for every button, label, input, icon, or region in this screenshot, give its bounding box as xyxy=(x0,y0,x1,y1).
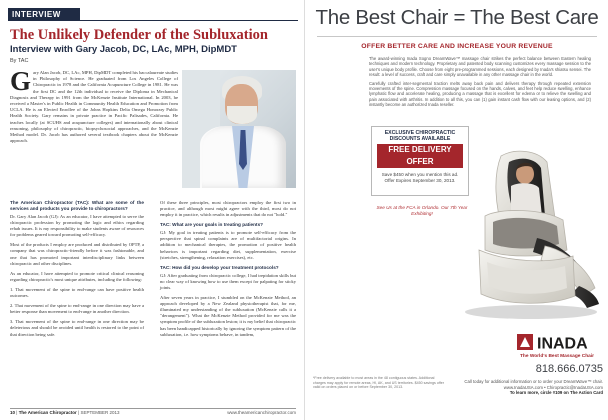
question: TAC: How did you develop your treatment protocols? xyxy=(160,264,279,270)
magazine-website[interactable]: www.theamericanchiropractor.com xyxy=(227,410,296,415)
paragraph: After seven years in practice, I stumbled on the McKenzie Method, an approach developed by a New Zealand physiotherapist that, for me, illuminated my understanding of the subluxation (McKenzie calls it a "derangement"). What the McKenzie Method provided for me was the symptom profile of the subluxation lesion; it is my belief that chiropractic has been handicapped historically by ignoring the symptom pattern of the subluxation, i.e. how symptoms behave, in tandem, xyxy=(160,295,296,337)
answer: GJ: After graduating from chiropractic college, I had trepidation skills but no clear way of knowing how to use them except for palpating for sticky joints. xyxy=(160,272,296,290)
question: The American Chiropractor (TAC): What are some of the services and products you provide to chiropractors? xyxy=(10,200,144,211)
paragraph: Most of the products I employ are produced and distributed by OPTP, a company that was chiropractic-friendly before it was fashionable, and one that has promoted important interdisciplinary links between chiropractic and other disciplines. xyxy=(10,242,144,266)
answer: GJ: My goal in treating patients is to promote self-efficacy from the perspective that spinal complaints are of multifactorial origins. In addition to mechanical therapies, the promotion of positive health behaviors is important regarding diet, supplementation, exercise (stretches, strengthening, relaxation exercises), etc. xyxy=(160,230,296,260)
list-item: 2. That movement of the spine to end-range in one direction may have a better response than movement to end-range in another direction. xyxy=(10,303,144,315)
intro-paragraph xyxy=(10,66,178,144)
paragraph: Of these three principles, most chiropractors employ the first two in practice, and although most might agree with the third, most do not employ it in practice, which results in adjustments that do not "hold." xyxy=(160,200,296,218)
ad-subtitle: OFFER BETTER CARE AND INCREASE YOUR REVENUE xyxy=(361,43,553,50)
intro-text: ary Alan Jacob, DC, LAc, MPH, DipMDT completed his baccalaureate studies in Philosophy of Science. He graduated from Los Angeles College of Chiropractic in 1978 and the California Acupuncture College in 1981. He was the first DC and the 12th individual to receive the Diploma in Mechanical Diagnosis and Therapy in 1991 from the McKenzie Institute International. In 2003, he received a Master's in Public Health in Community Health Education and Promotion from UCLA. He is an Elected Enrollee of the Johns Hopkins Delta Omega Honorary Public Health Society. Gary remains in private practice in Pacific Palisades, California. He teaches locally (at SCUHS and acupuncture colleges) and internationally about clinical reasoning, philosophy of chiropractic, biopsychosocial approaches, and the McKenzie Method model. Dr. Jacob has authored several textbook chapters about the McKenzie approach. xyxy=(10,70,178,144)
massage-chair-illustration xyxy=(445,146,605,320)
ad-body xyxy=(369,56,591,111)
article-column-2 xyxy=(160,200,296,342)
page-number: 10 xyxy=(10,410,16,415)
promo-banner: FREE DELIVERY OFFER xyxy=(377,144,463,168)
article-headline: The Unlikely Defender of the Subluxation xyxy=(10,27,268,43)
question: TAC: What are your goals in treating patients? xyxy=(160,222,264,228)
magazine-name: The American Chiropractor xyxy=(18,410,77,415)
section-rule xyxy=(80,20,298,21)
list-item: 1. That movement of the spine to end-range can have positive health outcomes. xyxy=(10,286,144,299)
chair-shadow xyxy=(465,305,597,319)
list-item: 3. That movement of the spine to end-range in one direction may be deleterious and should be avoided until health is restored to the point of that direction being safe. xyxy=(10,319,144,337)
chair-footrest xyxy=(571,286,599,308)
ad-paragraph: The award-winning Inada Sogno DreamWave™ massage chair strikes the perfect balance between Eastern healing techniques and modern technology. Proprietary and patented body scanning customizes every massage session to the user's unique body profile. Choose from eight pre-programmed sessions, each designed by Inada's shiatsu sensei. The result: a level of success, craft and care simply unavailable in any other massage chair in the world. xyxy=(369,56,591,78)
fine-print: *Free delivery available to most areas in the 48 contiguous states. Additional charges may apply for remote areas, HI, AK, and US territories. $450 savings offer valid on orders placed on or before September 30, 2013. xyxy=(313,376,444,390)
ad-paragraph: Carefully crafted inter-segmental traction melts away back pain and delivers therapy through repeated extension movements of the spine. Compression massage focused on the hands, calves, and feet help reduce swelling, enhance lymphatic flow and accelerate healing, producing a massage that is excellent for edema or to relieve the swelling and pain associated with arthritis. In addition to all this, you can (1) gain instant cash flow with our leasing options, and (2) instantly become an authorized Inada reseller. xyxy=(369,80,591,108)
article-byline: By TAC xyxy=(10,58,29,64)
contact-info xyxy=(455,379,603,396)
portrait-beard xyxy=(227,106,257,124)
paragraph: As an educator, I have attempted to promote critical clinical reasoning regarding chiropractic's most unique attributes, including the following: xyxy=(10,270,144,282)
issue-date: SEPTEMBER 2013 xyxy=(80,410,120,415)
brand-tagline: The World's Best Massage Chair xyxy=(519,354,595,359)
answer: Dr. Gary Alan Jacob (GJ): As an educator, I have attempted to serve the chiropractic profession by promoting the logic and ethics regarding rehab issues. It is my responsibility to make students aware of resources for problems geared toward promoting self-efficacy. xyxy=(10,214,144,238)
article-subhead: Interview with Gary Jacob, DC, LAc, MPH, DipMDT xyxy=(10,44,237,55)
ad-rule xyxy=(317,36,597,37)
phone-number[interactable]: 818.666.0735 xyxy=(535,363,603,375)
advertisement-page xyxy=(304,0,608,420)
qa-block xyxy=(10,200,144,238)
action-card-note: To learn more, circle #109 on The Action Card xyxy=(509,390,603,396)
contact-call: Call today for additional information or to order your DreamWave™ chair. xyxy=(464,379,603,384)
inada-logo xyxy=(511,332,603,352)
dropcap: G xyxy=(10,66,32,96)
section-tag: INTERVIEW xyxy=(8,8,80,21)
fca-note: See Us at the FCA in Orlando. Our 7th Year Exhibiting! xyxy=(376,205,468,216)
portrait-photo xyxy=(182,70,296,188)
inada-logo-wordmark: INADA xyxy=(537,335,588,352)
promo-heading: EXCLUSIVE CHIROPRACTIC DISCOUNTS AVAILABLE xyxy=(384,130,456,142)
article-column-1 xyxy=(10,200,144,342)
page-footer: 10 | The American Chiropractor | SEPTEMBER 2013 www.theamericanchiropractor.com xyxy=(10,410,296,415)
promo-savings: Save $450 when you mention this ad. xyxy=(381,172,459,177)
contact-web-email[interactable]: www.InadaUSA.com • Chiropractic@InadaUSA.com xyxy=(503,384,603,390)
promo-expiry: Offer Expires September 30, 2013. xyxy=(384,178,456,183)
ad-title: The Best Chair = The Best Care xyxy=(315,6,599,29)
